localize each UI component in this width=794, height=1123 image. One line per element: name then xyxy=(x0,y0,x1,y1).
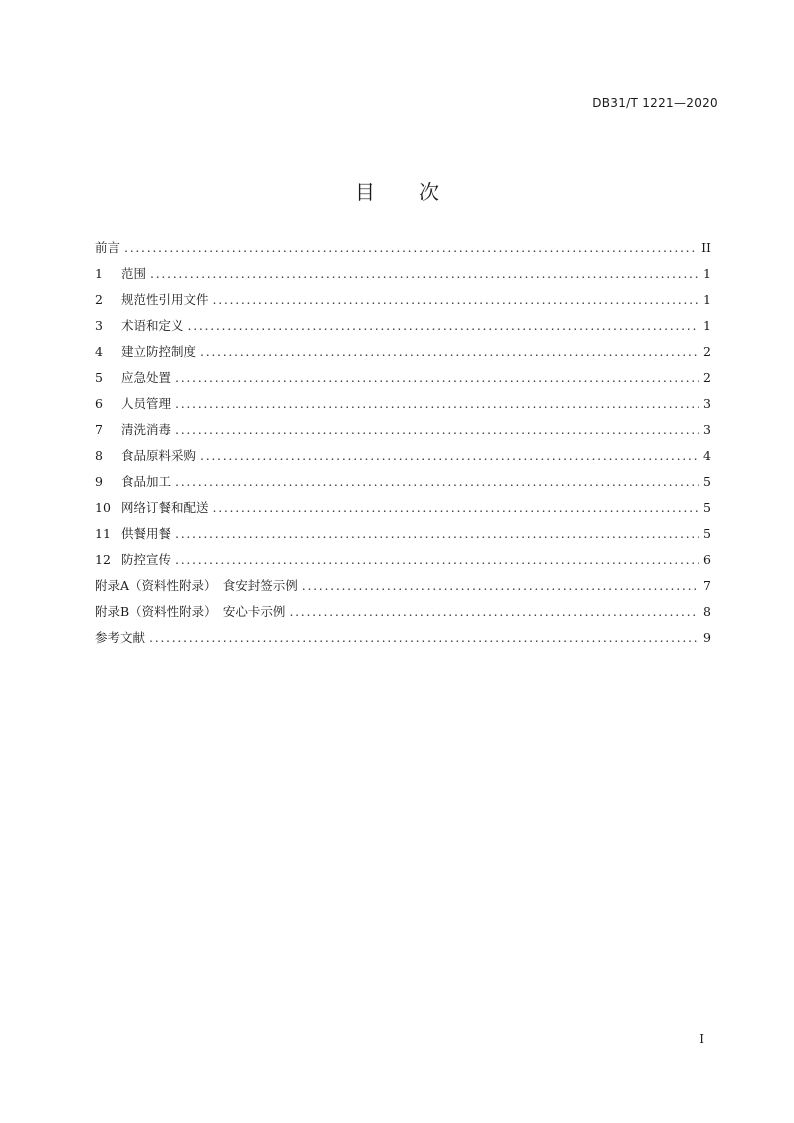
toc-entry-page: 8 xyxy=(703,604,711,619)
toc-entry-number: 6 xyxy=(95,396,103,411)
toc-entry-label: 清洗消毒 xyxy=(121,422,172,437)
toc-entry-11[interactable] xyxy=(95,524,711,550)
toc-leader-dots xyxy=(302,578,699,593)
toc-entry-8[interactable] xyxy=(95,446,711,472)
toc-leader-dots xyxy=(149,630,699,645)
toc-entry-page: 5 xyxy=(703,500,711,515)
toc-entry-6[interactable] xyxy=(95,394,711,420)
toc-entry-label: 防控宣传 xyxy=(121,552,172,567)
toc-entry-number: 5 xyxy=(95,370,103,385)
toc-entry-1[interactable] xyxy=(95,264,711,290)
toc-entry-number: 8 xyxy=(95,448,103,463)
toc-leader-dots xyxy=(188,318,700,333)
toc-entry-label: 建立防控制度 xyxy=(121,344,197,359)
toc-leader-dots xyxy=(213,292,700,307)
toc-entry-page: 4 xyxy=(703,448,711,463)
toc-entry-number: 1 xyxy=(95,266,103,281)
toc-entry-number: 9 xyxy=(95,474,103,489)
toc-leader-dots xyxy=(175,370,699,385)
toc-leader-dots xyxy=(124,240,697,255)
page-title: 目次 xyxy=(355,180,483,204)
toc-entry-page: 6 xyxy=(703,552,711,567)
toc-leader-dots xyxy=(200,344,699,359)
toc-entry-label: 范围 xyxy=(121,266,147,281)
document-code: DB31/T 1221—2020 xyxy=(592,96,718,110)
toc-entry-appendix-b[interactable] xyxy=(95,602,711,628)
toc-leader-dots xyxy=(175,422,699,437)
toc-entry-label: 应急处置 xyxy=(121,370,172,385)
toc-leader-dots xyxy=(150,266,699,281)
table-of-contents xyxy=(95,238,711,654)
toc-leader-dots xyxy=(200,448,699,463)
toc-entry-page: 2 xyxy=(703,370,711,385)
toc-entry-appendix-a[interactable] xyxy=(95,576,711,602)
toc-entry-page: 9 xyxy=(703,630,711,645)
toc-entry-page: 1 xyxy=(703,292,711,307)
toc-entry-page: 1 xyxy=(703,266,711,281)
toc-entry-number: 3 xyxy=(95,318,103,333)
toc-entry-label: 规范性引用文件 xyxy=(121,292,209,307)
toc-entry-label: 食品原料采购 xyxy=(121,448,197,463)
toc-entry-label: 附录A（资料性附录） 食安封签示例 xyxy=(95,578,298,593)
toc-entry-number: 4 xyxy=(95,344,103,359)
toc-entry-references[interactable] xyxy=(95,628,711,654)
page-number: I xyxy=(699,1032,704,1046)
toc-entry-7[interactable] xyxy=(95,420,711,446)
toc-entry-label: 供餐用餐 xyxy=(121,526,172,541)
toc-entry-2[interactable] xyxy=(95,290,711,316)
toc-entry-12[interactable] xyxy=(95,550,711,576)
toc-entry-3[interactable] xyxy=(95,316,711,342)
toc-entry-page: 2 xyxy=(703,344,711,359)
toc-entry-page: II xyxy=(701,240,711,255)
toc-leader-dots xyxy=(289,604,699,619)
toc-entry-page: 3 xyxy=(703,422,711,437)
toc-entry-number: 2 xyxy=(95,292,103,307)
toc-leader-dots xyxy=(213,500,700,515)
toc-entry-page: 5 xyxy=(703,474,711,489)
toc-entry-number: 12 xyxy=(95,552,111,567)
toc-entry-4[interactable] xyxy=(95,342,711,368)
toc-entry-number: 11 xyxy=(95,526,111,541)
toc-entry-10[interactable] xyxy=(95,498,711,524)
toc-entry-foreword[interactable] xyxy=(95,238,711,264)
toc-entry-label: 附录B（资料性附录） 安心卡示例 xyxy=(95,604,286,619)
toc-entry-label: 人员管理 xyxy=(121,396,172,411)
toc-entry-page: 1 xyxy=(703,318,711,333)
toc-entry-label: 前言 xyxy=(95,240,121,255)
toc-entry-page: 7 xyxy=(703,578,711,593)
toc-entry-label: 参考文献 xyxy=(95,630,146,645)
toc-entry-label: 术语和定义 xyxy=(121,318,184,333)
toc-leader-dots xyxy=(175,552,699,567)
toc-leader-dots xyxy=(175,474,699,489)
toc-entry-number: 10 xyxy=(95,500,111,515)
toc-entry-5[interactable] xyxy=(95,368,711,394)
toc-leader-dots xyxy=(175,396,699,411)
toc-leader-dots xyxy=(175,526,699,541)
toc-entry-page: 5 xyxy=(703,526,711,541)
toc-entry-page: 3 xyxy=(703,396,711,411)
toc-entry-label: 食品加工 xyxy=(121,474,172,489)
toc-entry-number: 7 xyxy=(95,422,103,437)
toc-entry-9[interactable] xyxy=(95,472,711,498)
toc-entry-label: 网络订餐和配送 xyxy=(121,500,209,515)
